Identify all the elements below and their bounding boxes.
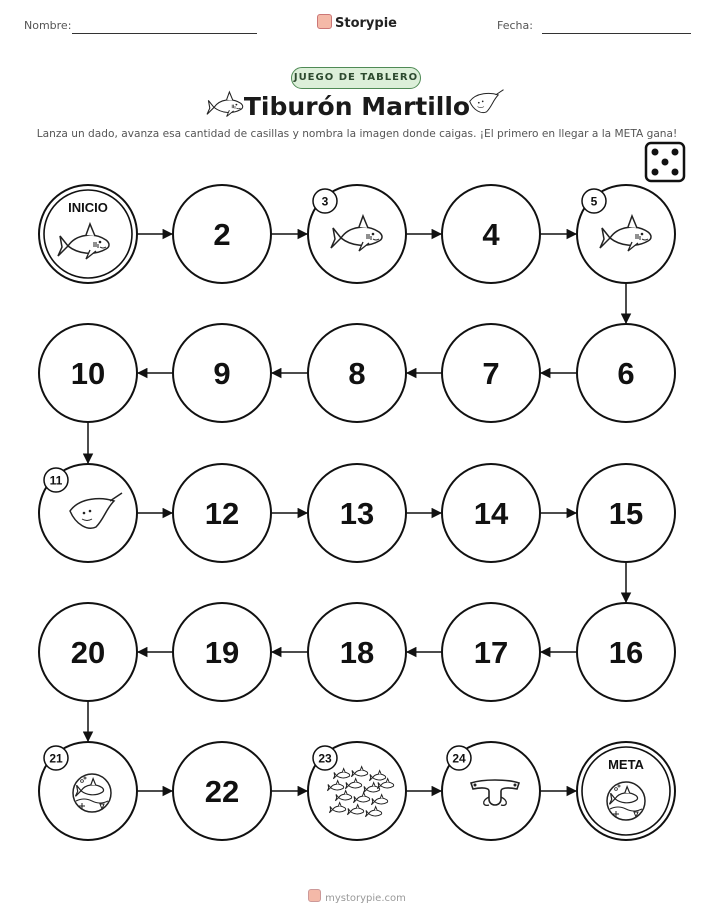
board-cell-12 (173, 464, 271, 562)
footer (0, 889, 714, 904)
brand-name: Storypie (335, 16, 397, 31)
cell-number: 13 (339, 496, 375, 531)
board-cell-17 (442, 603, 540, 701)
cell-number: 2 (213, 217, 231, 252)
cell-number: 16 (608, 635, 644, 670)
cell-number: 4 (482, 217, 500, 252)
cell-number: 15 (608, 496, 644, 531)
board-cell-5 (577, 185, 675, 283)
cell-number: 6 (617, 356, 635, 391)
cell-number: 8 (348, 356, 366, 391)
board-cell-inicio (39, 185, 137, 283)
cell-number: 17 (473, 635, 509, 670)
cell-number-badge: 24 (452, 751, 466, 766)
board-cell-4 (442, 185, 540, 283)
dice-pip (672, 149, 679, 156)
board-cell-20 (39, 603, 137, 701)
title-stingray-icon (470, 90, 504, 113)
cell-label: META (608, 757, 644, 772)
cell-number-badge: 3 (321, 194, 329, 209)
cell-number: 12 (204, 496, 240, 531)
cell-number: 10 (70, 356, 106, 391)
name-label: Nombre: (24, 19, 72, 32)
cell-number: 7 (482, 356, 500, 391)
cell-number-badge: 5 (590, 194, 598, 209)
board-cell-16 (577, 603, 675, 701)
storypie-logo-icon (308, 889, 321, 902)
board-cell-19 (173, 603, 271, 701)
instructions: Lanza un dado, avanza esa cantidad de casillas y nombra la imagen donde caigas. ¡El primero en llegar a la META gana! (36, 128, 678, 140)
dice-pip (652, 169, 659, 176)
cell-number: 20 (70, 635, 106, 670)
board-cell-6 (577, 324, 675, 422)
board-cell-11 (39, 464, 137, 562)
title-shark-icon (207, 92, 243, 117)
cell-number: 14 (473, 496, 509, 531)
cell-number: 9 (213, 356, 231, 391)
board-cell-3 (308, 185, 406, 283)
aquarium-icon (607, 782, 645, 820)
board-cell-meta (577, 742, 675, 840)
cell-number: 22 (204, 774, 240, 809)
cell-number-badge: 23 (318, 751, 332, 766)
cell-number-badge: 11 (49, 473, 63, 488)
game-type-badge: JUEGO DE TABLERO (291, 67, 421, 89)
dice-pip (652, 149, 659, 156)
cell-number-badge: 21 (49, 751, 63, 766)
date-label: Fecha: (497, 19, 533, 32)
board-cell-2 (173, 185, 271, 283)
board-cell-24 (442, 742, 540, 840)
board-cell-22 (173, 742, 271, 840)
dice-icon (646, 143, 684, 181)
board-cell-14 (442, 464, 540, 562)
board-cell-10 (39, 324, 137, 422)
cell-label: INICIO (68, 200, 108, 215)
page-title: Tiburón Martillo (243, 92, 471, 121)
board-cell-15 (577, 464, 675, 562)
cell-number: 19 (204, 635, 240, 670)
cell-number: 18 (339, 635, 375, 670)
board-cell-21 (39, 742, 137, 840)
board-cell-23 (308, 742, 406, 840)
board-cell-8 (308, 324, 406, 422)
board-cell-7 (442, 324, 540, 422)
aquarium-icon (73, 774, 111, 812)
board-cell-9 (173, 324, 271, 422)
footer-url: mystorypie.com (325, 893, 406, 904)
dice-pip (662, 159, 669, 166)
board-cell-13 (308, 464, 406, 562)
dice-pip (672, 169, 679, 176)
board-cell-18 (308, 603, 406, 701)
